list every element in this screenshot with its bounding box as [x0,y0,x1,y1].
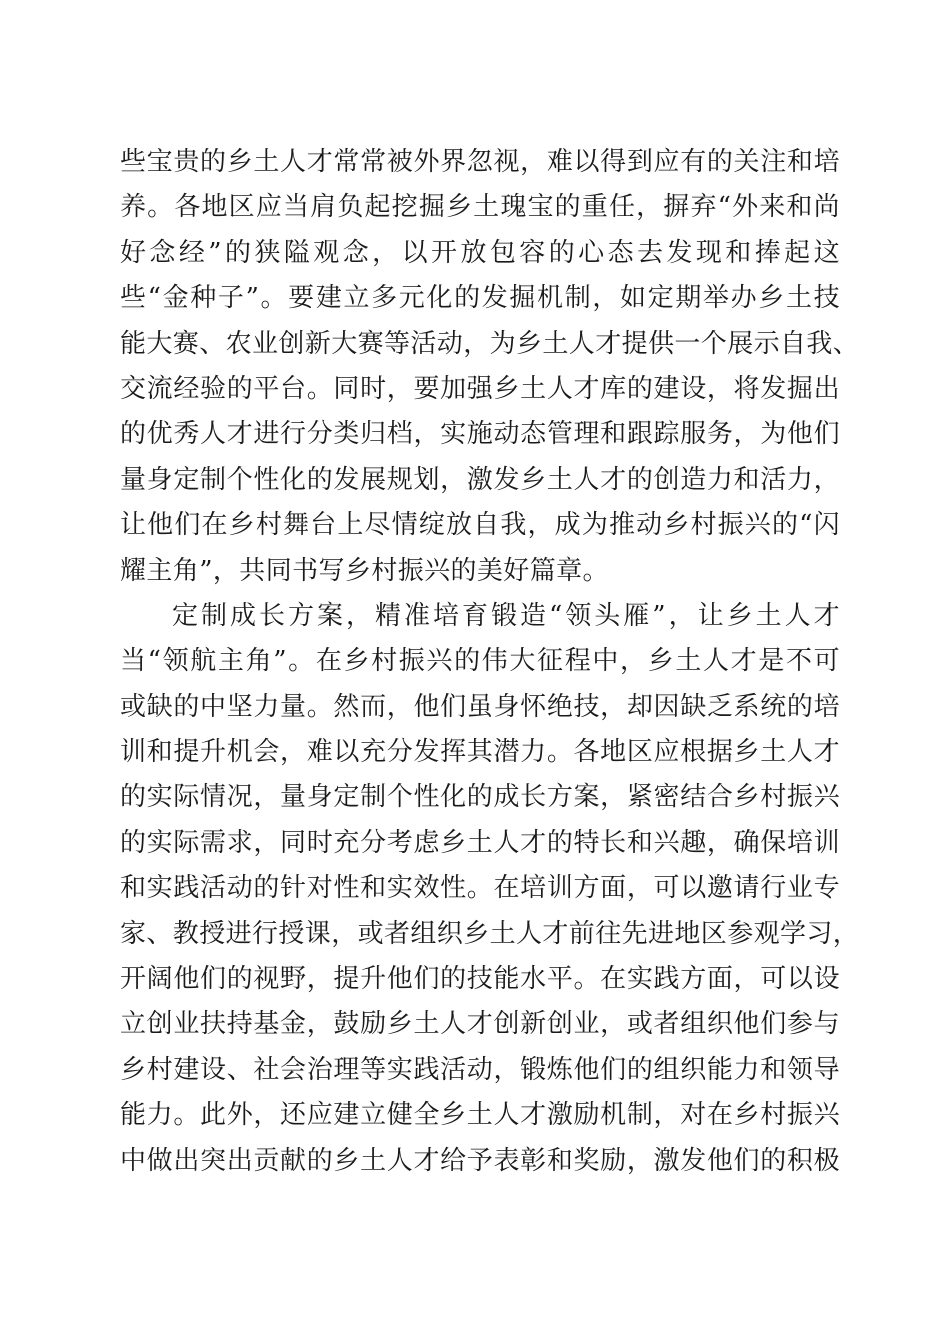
paragraph-line: 开阔他们的视野，提升他们的技能水平。在实践方面，可以设 [120,964,840,995]
paragraph-line: 好念经”的狭隘观念，以开放包容的心态去发现和捧起这 [120,237,840,268]
paragraph-line: 让他们在乡村舞台上尽情绽放自我，成为推动乡村振兴的“闪 [120,510,840,541]
paragraph-line: 养。各地区应当肩负起挖掘乡土瑰宝的重任，摒弃“外来和尚 [120,192,840,223]
paragraph-line: 乡村建设、社会治理等实践活动，锻炼他们的组织能力和领导 [120,1054,840,1085]
paragraph-1 [120,140,860,594]
document-body [120,140,860,1184]
paragraph-line: 和实践活动的针对性和实效性。在培训方面，可以邀请行业专 [120,873,840,904]
paragraph-line: 耀主角”，共同书写乡村振兴的美好篇章。 [120,555,609,586]
paragraph-line: 定制成长方案，精准培育锻造“领头雁”，让乡土人才 [172,600,840,631]
paragraph-line: 些宝贵的乡土人才常常被外界忽视，难以得到应有的关注和培 [120,147,840,177]
paragraph-line: 当“领航主角”。在乡村振兴的伟大征程中，乡土人才是不可 [120,646,840,677]
paragraph-line: 交流经验的平台。同时，要加强乡土人才库的建设，将发掘出 [120,373,840,404]
paragraph-line: 或缺的中坚力量。然而，他们虽身怀绝技，却因缺乏系统的培 [120,691,840,722]
paragraph-line: 能力。此外，还应建立健全乡土人才激励机制，对在乡村振兴 [120,1100,840,1131]
paragraph-line: 能大赛、农业创新大赛等活动，为乡土人才提供一个展示自我、 [120,328,860,359]
paragraph-line: 的优秀人才进行分类归档，实施动态管理和跟踪服务，为他们 [120,419,840,450]
paragraph-line: 量身定制个性化的发展规划，激发乡土人才的创造力和活力， [120,464,840,495]
paragraph-2 [120,594,860,1184]
paragraph-line: 些“金种子”。要建立多元化的发掘机制，如定期举办乡土技 [120,283,840,314]
paragraph-line: 训和提升机会，难以充分发挥其潜力。各地区应根据乡土人才 [120,737,840,768]
paragraph-line: 的实际情况，量身定制个性化的成长方案，紧密结合乡村振兴 [120,782,840,813]
paragraph-line: 中做出突出贡献的乡土人才给予表彰和奖励，激发他们的积极 [120,1145,840,1176]
paragraph-line: 的实际需求，同时充分考虑乡土人才的特长和兴趣，确保培训 [120,827,840,858]
paragraph-line: 家、教授进行授课，或者组织乡土人才前往先进地区参观学习， [120,918,860,949]
paragraph-line: 立创业扶持基金，鼓励乡土人才创新创业，或者组织他们参与 [120,1009,840,1040]
